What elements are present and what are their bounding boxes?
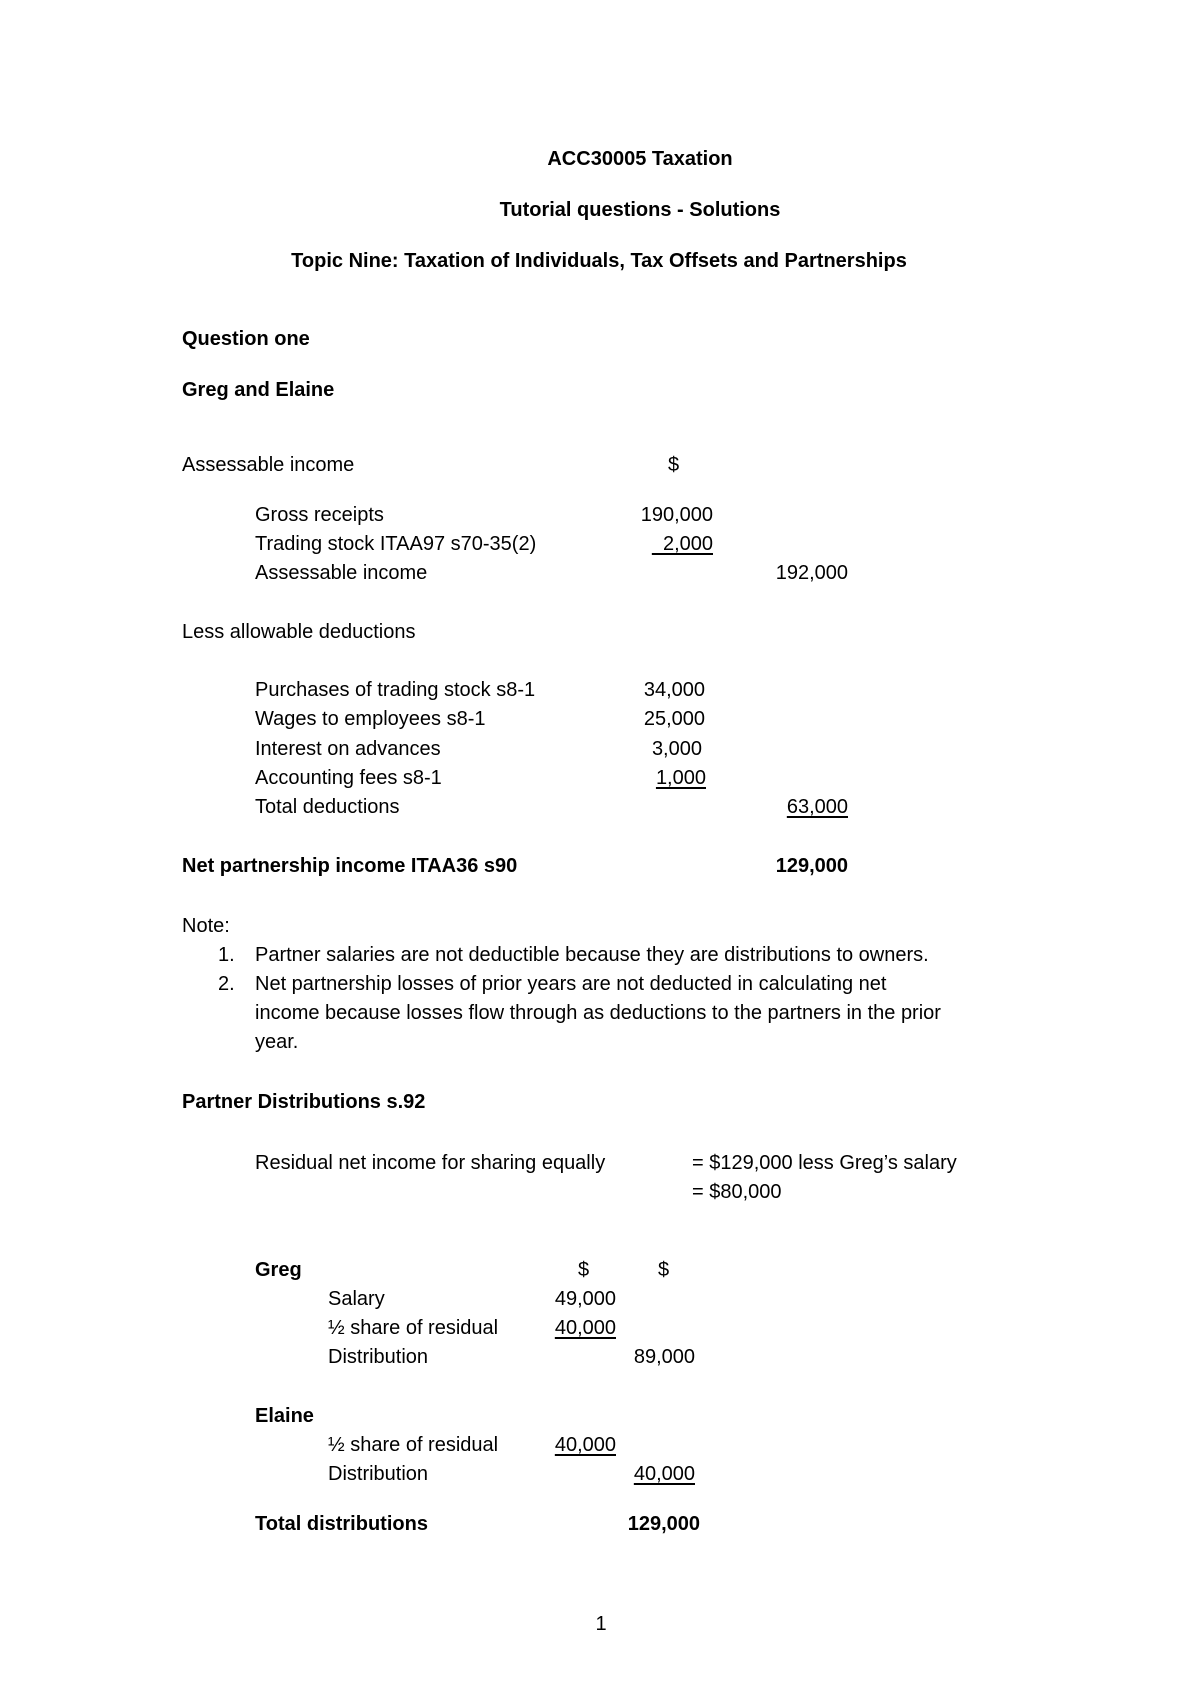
total-distributions-label: Total distributions xyxy=(255,1513,428,1535)
course-title: ACC30005 Taxation xyxy=(547,148,733,170)
greg-distribution-amount: 89,000 xyxy=(633,1346,695,1368)
total-distributions-amount: 129,000 xyxy=(627,1513,700,1535)
note-label: Note: xyxy=(182,915,230,937)
elaine-share-label: ½ share of residual xyxy=(328,1434,499,1456)
greg-salary-amount: 49,000 xyxy=(554,1288,616,1310)
document-subtitle: Tutorial questions - Solutions xyxy=(499,199,781,221)
elaine-distribution-label: Distribution xyxy=(328,1463,429,1485)
deductions-heading: Less allowable deductions xyxy=(182,621,416,643)
residual-calculation: = $129,000 less Greg’s salary xyxy=(692,1152,957,1174)
question-heading: Question one xyxy=(182,328,310,350)
currency-header: $ xyxy=(668,454,680,476)
deduction-amount: 25,000 xyxy=(643,708,705,730)
net-income-amount: 129,000 xyxy=(775,855,848,877)
greg-share-amount: 40,000 xyxy=(554,1317,616,1339)
deduction-label: Purchases of trading stock s8-1 xyxy=(255,679,536,701)
note-text: Net partnership losses of prior years are not deducted in calculating net xyxy=(255,973,887,995)
note-text: Partner salaries are not deductible because they are distributions to owners. xyxy=(255,944,929,966)
deduction-amount: 3,000 xyxy=(651,738,702,760)
currency-header: $ xyxy=(578,1259,590,1281)
partner-name-elaine: Elaine xyxy=(255,1405,314,1427)
deduction-label: Accounting fees s8-1 xyxy=(255,767,442,789)
currency-header: $ xyxy=(658,1259,670,1281)
deduction-amount: 1,000 xyxy=(655,767,706,789)
assessable-income-total-label: Assessable income xyxy=(255,562,428,584)
greg-distribution-label: Distribution xyxy=(328,1346,429,1368)
greg-share-label: ½ share of residual xyxy=(328,1317,499,1339)
gross-receipts-amount: 190,000 xyxy=(640,504,713,526)
trading-stock-amount: 2,000 xyxy=(651,533,713,555)
total-deductions-amount: 63,000 xyxy=(786,796,848,818)
deduction-label: Interest on advances xyxy=(255,738,441,760)
question-subheading: Greg and Elaine xyxy=(182,379,335,401)
elaine-distribution-amount: 40,000 xyxy=(633,1463,695,1485)
greg-salary-label: Salary xyxy=(328,1288,385,1310)
residual-result: = $80,000 xyxy=(692,1181,782,1203)
note-text: year. xyxy=(255,1031,299,1053)
note-number: 1. xyxy=(218,944,235,966)
assessable-income-total: 192,000 xyxy=(775,562,848,584)
assessable-income-heading: Assessable income xyxy=(182,454,355,476)
elaine-share-amount: 40,000 xyxy=(554,1434,616,1456)
gross-receipts-label: Gross receipts xyxy=(255,504,384,526)
partner-name-greg: Greg xyxy=(255,1259,302,1281)
topic-title: Topic Nine: Taxation of Individuals, Tax Offsets and Partnerships xyxy=(291,250,907,272)
trading-stock-label: Trading stock ITAA97 s70-35(2) xyxy=(255,533,537,555)
page-number: 1 xyxy=(595,1613,607,1635)
note-number: 2. xyxy=(218,973,235,995)
distributions-heading: Partner Distributions s.92 xyxy=(182,1091,426,1113)
total-deductions-label: Total deductions xyxy=(255,796,400,818)
deduction-amount: 34,000 xyxy=(643,679,705,701)
residual-label: Residual net income for sharing equally xyxy=(255,1152,606,1174)
deduction-label: Wages to employees s8-1 xyxy=(255,708,486,730)
net-income-label: Net partnership income ITAA36 s90 xyxy=(182,855,518,877)
note-text: income because losses flow through as deductions to the partners in the prior xyxy=(255,1002,941,1024)
